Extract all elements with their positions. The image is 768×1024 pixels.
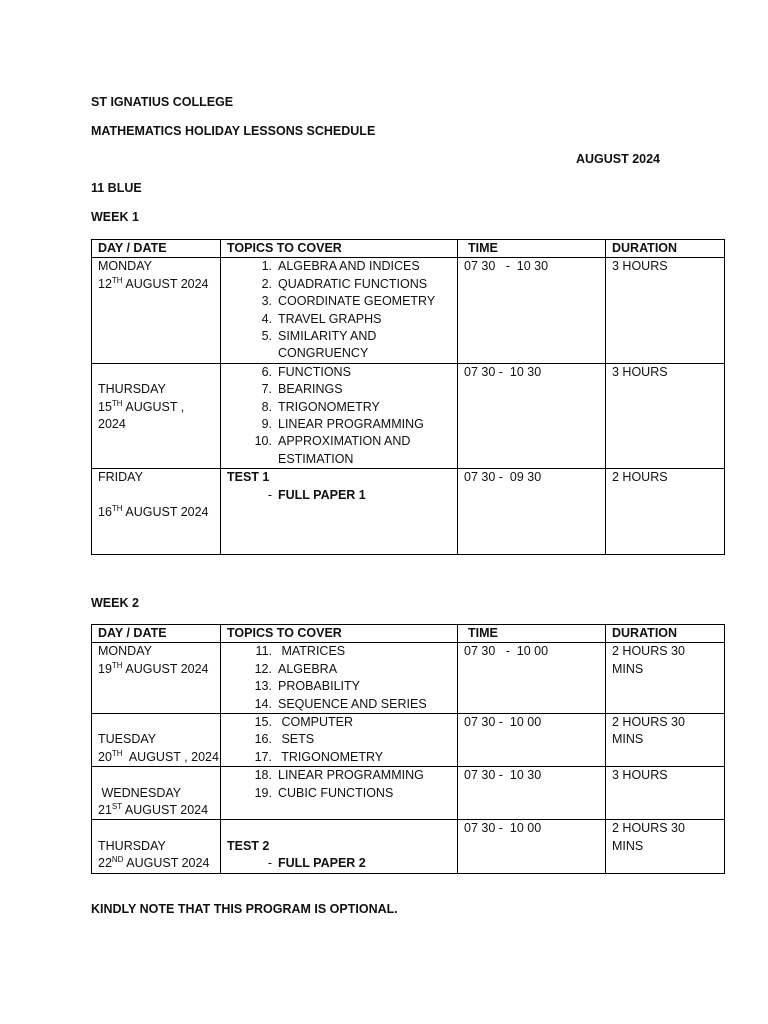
day-cell — [92, 363, 221, 468]
header-topics: TOPICS TO COVER — [221, 625, 458, 643]
day-name: MONDAY — [98, 259, 152, 274]
duration-cell: 2 HOURS — [606, 469, 725, 555]
time-cell: 07 30 - 09 30 — [458, 469, 606, 555]
day-cell — [92, 767, 221, 820]
time-cell: 07 30 - 10 00 — [458, 820, 606, 873]
day-name: FRIDAY — [98, 470, 143, 485]
time-cell: 07 30 - 10 30 — [458, 363, 606, 468]
time-cell: 07 30 - 10 00 — [458, 714, 606, 767]
topics-cell — [221, 469, 458, 555]
test-item: - FULL PAPER 1 — [267, 487, 366, 502]
list-item: 10. APPROXIMATION AND ESTIMATION — [254, 434, 411, 466]
table-row — [92, 643, 725, 714]
time-cell: 07 30 - 10 30 — [458, 258, 606, 363]
class-name: 11 BLUE — [91, 181, 142, 195]
list-item: 15. COMPUTER — [254, 715, 353, 730]
week1-label: WEEK 1 — [91, 210, 139, 224]
list-item: 4. TRAVEL GRAPHS — [261, 311, 382, 326]
header-topics: TOPICS TO COVER — [221, 240, 458, 258]
test-title: TEST 1 — [227, 470, 270, 485]
day-cell — [92, 469, 221, 555]
duration-cell: 3 HOURS — [606, 363, 725, 468]
day-cell — [92, 643, 221, 714]
day-date: 16TH AUGUST 2024 — [98, 503, 209, 520]
list-item: 9. LINEAR PROGRAMMING — [261, 417, 424, 432]
test-item: - FULL PAPER 2 — [267, 856, 366, 871]
document-title: MATHEMATICS HOLIDAY LESSONS SCHEDULE — [91, 124, 376, 138]
day-cell — [92, 820, 221, 873]
table-row — [92, 767, 725, 820]
time-cell: 07 30 - 10 00 — [458, 643, 606, 714]
duration-cell: 2 HOURS 30 MINS — [606, 714, 725, 767]
day-name: WEDNESDAY — [98, 785, 182, 800]
list-item: 5. SIMILARITY AND CONGRUENCY — [261, 329, 377, 361]
header-day: DAY / DATE — [92, 625, 221, 643]
day-name: MONDAY — [98, 644, 152, 659]
list-item: 3. COORDINATE GEOMETRY — [261, 294, 436, 309]
list-item: 11. MATRICES — [255, 644, 346, 659]
header-day: DAY / DATE — [92, 240, 221, 258]
topics-cell — [221, 363, 458, 468]
list-item: 13. PROBABILITY — [254, 679, 360, 694]
footer-note: KINDLY NOTE THAT THIS PROGRAM IS OPTIONAL. — [91, 902, 398, 916]
duration-cell: 2 HOURS 30 MINS — [606, 820, 725, 873]
topics-cell — [221, 714, 458, 767]
header-duration: DURATION — [606, 625, 725, 643]
day-date: 15TH AUGUST , 2024 — [98, 398, 185, 432]
duration-cell: 2 HOURS 30 MINS — [606, 643, 725, 714]
list-item: 8. TRIGONOMETRY — [261, 399, 380, 414]
header-time: TIME — [458, 240, 606, 258]
topics-cell — [221, 767, 458, 820]
week2-label: WEEK 2 — [91, 596, 139, 610]
table-header-row — [92, 625, 725, 643]
list-item: 6. FUNCTIONS — [261, 364, 351, 379]
list-item: 19. CUBIC FUNCTIONS — [254, 785, 394, 800]
list-item: 1. ALGEBRA AND INDICES — [261, 259, 420, 274]
list-item: 7. BEARINGS — [261, 382, 343, 397]
list-item: 14. SEQUENCE AND SERIES — [254, 696, 427, 711]
header-duration: DURATION — [606, 240, 725, 258]
test-title: TEST 2 — [227, 838, 270, 853]
day-date: 20TH AUGUST , 2024 — [98, 748, 219, 764]
day-date: 22ND AUGUST 2024 — [98, 855, 210, 871]
week1-table — [91, 239, 725, 555]
day-cell — [92, 714, 221, 767]
day-date: 19TH AUGUST 2024 — [98, 660, 209, 676]
header-time: TIME — [458, 625, 606, 643]
duration-cell: 3 HOURS — [606, 258, 725, 363]
week2-table — [91, 624, 725, 874]
table-row — [92, 820, 725, 873]
day-name: TUESDAY — [98, 732, 157, 747]
table-row — [92, 258, 725, 363]
duration-cell: 3 HOURS — [606, 767, 725, 820]
day-name: THURSDAY — [98, 382, 166, 397]
list-item: 16. SETS — [254, 732, 315, 747]
list-item: 18. LINEAR PROGRAMMING — [254, 768, 424, 783]
table-header-row — [92, 240, 725, 258]
day-date: 12TH AUGUST 2024 — [98, 275, 209, 291]
topics-cell — [221, 258, 458, 363]
day-name: THURSDAY — [98, 838, 166, 853]
day-date: 21ST AUGUST 2024 — [98, 801, 209, 818]
topics-cell — [221, 643, 458, 714]
list-item: 17. TRIGONOMETRY — [254, 749, 384, 764]
schedule-month: AUGUST 2024 — [575, 152, 660, 166]
table-row — [92, 363, 725, 468]
topics-cell — [221, 820, 458, 873]
day-cell — [92, 258, 221, 363]
table-row — [92, 469, 725, 555]
time-cell: 07 30 - 10 30 — [458, 767, 606, 820]
table-row — [92, 714, 725, 767]
school-name: ST IGNATIUS COLLEGE — [91, 95, 234, 109]
list-item: 2. QUADRATIC FUNCTIONS — [261, 276, 428, 291]
list-item: 12. ALGEBRA — [254, 661, 338, 676]
